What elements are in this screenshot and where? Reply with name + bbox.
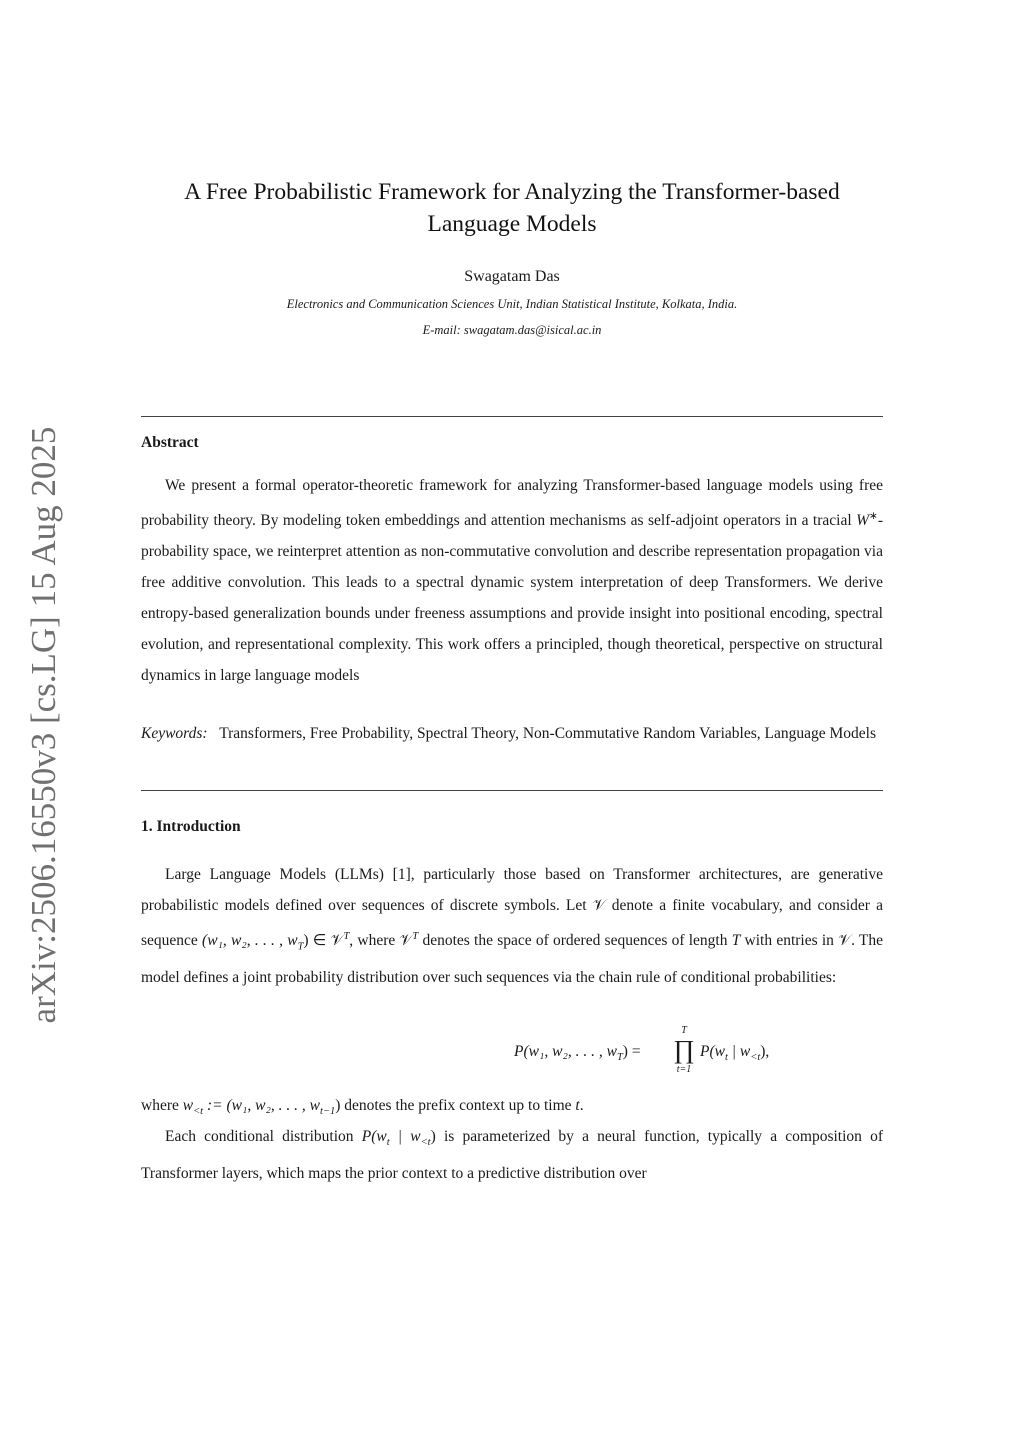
chain-rule-equation: [141, 1025, 883, 1083]
introduction-paragraph-2: Each conditional distribution $P(w_t$ | $w_{<t}$) is parameterized by a neural function, typically a composition of Transformer layers, which maps the prior context to a predictive distribution over: [141, 1128, 883, 1183]
title-line-2: Language Models: [427, 211, 597, 237]
keywords: [141, 718, 883, 749]
affiliation: Electronics and Communication Sciences Unit, Indian Statistical Institute, Kolkata, India.: [286, 297, 738, 311]
equation-rhs: $P(w_t$ | $w_{<t}$),: [700, 1043, 770, 1064]
paper-title: [130, 176, 894, 240]
abstract-heading: Abstract: [141, 434, 199, 451]
author-name: Swagatam Das: [464, 268, 560, 285]
email-address: E-mail: swagatam.das@isical.ac.in: [422, 323, 602, 337]
introduction-heading: 1. Introduction: [141, 818, 241, 835]
arxiv-identifier-stamp: arXiv:2506.16550v3 [cs.LG] 15 Aug 2025: [24, 426, 63, 1024]
abstract-bottom-rule: [141, 790, 883, 791]
where-clause: where $w_{<t}$ := (w₁, w₂, . . . , $w_{t-1}$) denotes the prefix context up to time t.: [141, 1097, 584, 1118]
keywords-label: Keywords:: [141, 725, 208, 742]
keywords-text: Transformers, Free Probability, Spectral Theory, Non-Commutative Random Variables, Language Models: [219, 725, 876, 742]
introduction-paragraph-1: Large Language Models (LLMs) [1], particularly those based on Transformer architectures, are generative probabilistic models defined over sequences of discrete symbols. Let 𝒱 denote a finite vocabulary, and consider a sequence (w₁, w₂, . . . , $w_T$) ∈ 𝒱$^T$, where 𝒱$^T$ denotes the space of ordered sequences of length T with entries in 𝒱. The model defines a joint probability distribution over such sequences via the chain rule of conditional probabilities:: [141, 866, 883, 987]
abstract-top-rule: [141, 416, 883, 417]
equation-lhs: P(w₁, w₂, . . . , $w_T$) =: [514, 1043, 641, 1064]
product-operator: T ∏ t=1: [673, 1025, 695, 1075]
title-line-1: A Free Probabilistic Framework for Analyzing the Transformer-based: [184, 179, 840, 205]
abstract-text: We present a formal operator-theoretic framework for analyzing Transformer-based language models using free probability theory. By modeling token embeddings and attention mechanisms as self-adjoint operators in a tracial W∗-probability space, we reinterpret attention as non-commutative convolution and describe representation propagation via free additive convolution. This leads to a spectral dynamic system interpretation of deep Transformers. We derive entropy-based generalization bounds under freeness assumptions and provide insight into positional encoding, spectral evolution, and representational complexity. This work offers a principled, though theoretical, perspective on structural dynamics in large language models: [141, 477, 883, 685]
